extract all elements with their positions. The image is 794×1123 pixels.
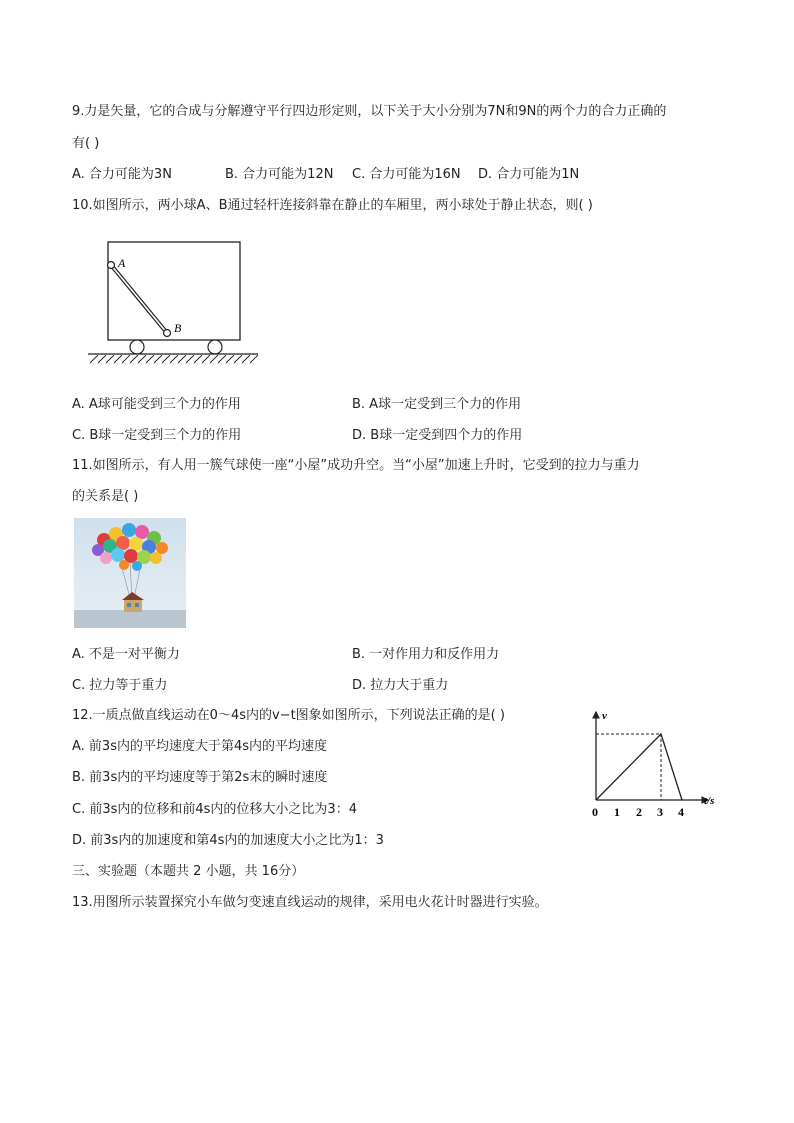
q11-option-b: B. 一对作用力和反作用力 [352,647,500,662]
q12-option-d: D. 前3s内的加速度和第4s内的加速度大小之比为1：3 [72,833,384,848]
q12-option-a: A. 前3s内的平均速度大于第4s内的平均速度 [72,739,328,754]
q11-option-d: D. 拉力大于重力 [352,678,449,693]
q9-option-a: A. 合力可能为3N [72,167,172,182]
v-axis-label: v [602,710,607,722]
tick-1: 1 [614,805,620,819]
tick-4: 4 [678,805,684,819]
tick-3: 3 [657,805,663,819]
ground-hatch [90,355,258,363]
q9-option-c: C. 合力可能为16N [352,167,461,182]
q10-option-a: A. A球可能受到三个力的作用 [72,397,241,412]
q9-stem-line1: 9.力是矢量，它的合成与分解遵守平行四边形定则，以下关于大小分别为7N和9N的两个力的合力正确的 [72,104,667,119]
label-b: B [174,321,182,335]
wheel-right [208,340,222,354]
section3-title: 三、实验题（本题共 2 小题，共 16分） [72,864,305,879]
q11-stem-line1: 11.如图所示，有人用一簇气球使一座“小屋”成功升空。当“小屋”加速上升时，它受到的拉力与重力 [72,458,640,473]
house [122,592,144,612]
q12-stem: 12.一质点做直线运动在0～4s内的v−t图象如图所示，下列说法正确的是( ) [72,708,505,723]
q10-cart-figure [84,236,264,370]
vt-graph [586,706,726,822]
vt-line [596,734,682,800]
q10-option-b: B. A球一定受到三个力的作用 [352,397,522,412]
q10-option-c: C. B球一定受到三个力的作用 [72,428,242,443]
balloon-house-photo [74,518,186,628]
q11-option-c: C. 拉力等于重力 [72,678,168,693]
wheel-left [130,340,144,354]
q10-option-d: D. B球一定受到四个力的作用 [352,428,523,443]
q11-option-a: A. 不是一对平衡力 [72,647,180,662]
q9-option-d: D. 合力可能为1N [478,167,580,182]
balloon-house-illustration [74,518,186,628]
ball-b [164,330,171,337]
q12-option-c: C. 前3s内的位移和前4s内的位移大小之比为3：4 [72,802,357,817]
tick-2: 2 [636,805,642,819]
q13-stem: 13.用图所示装置探究小车做匀变速直线运动的规律，采用电火花计时器进行实验。 [72,895,548,910]
q10-stem: 10.如图所示，两小球A、B通过轻杆连接斜靠在静止的车厢里，两小球处于静止状态，则( ) [72,198,593,213]
q9-stem-line2: 有( ) [72,136,100,151]
origin-label: 0 [592,805,598,819]
q11-stem-line2: 的关系是( ) [72,489,139,504]
ball-a [108,262,115,269]
t-axis-label: t/s [704,795,715,807]
q9-option-b: B. 合力可能为12N [225,167,334,182]
q12-option-b: B. 前3s内的平均速度等于第2s末的瞬时速度 [72,770,328,785]
label-a: A [118,256,126,270]
